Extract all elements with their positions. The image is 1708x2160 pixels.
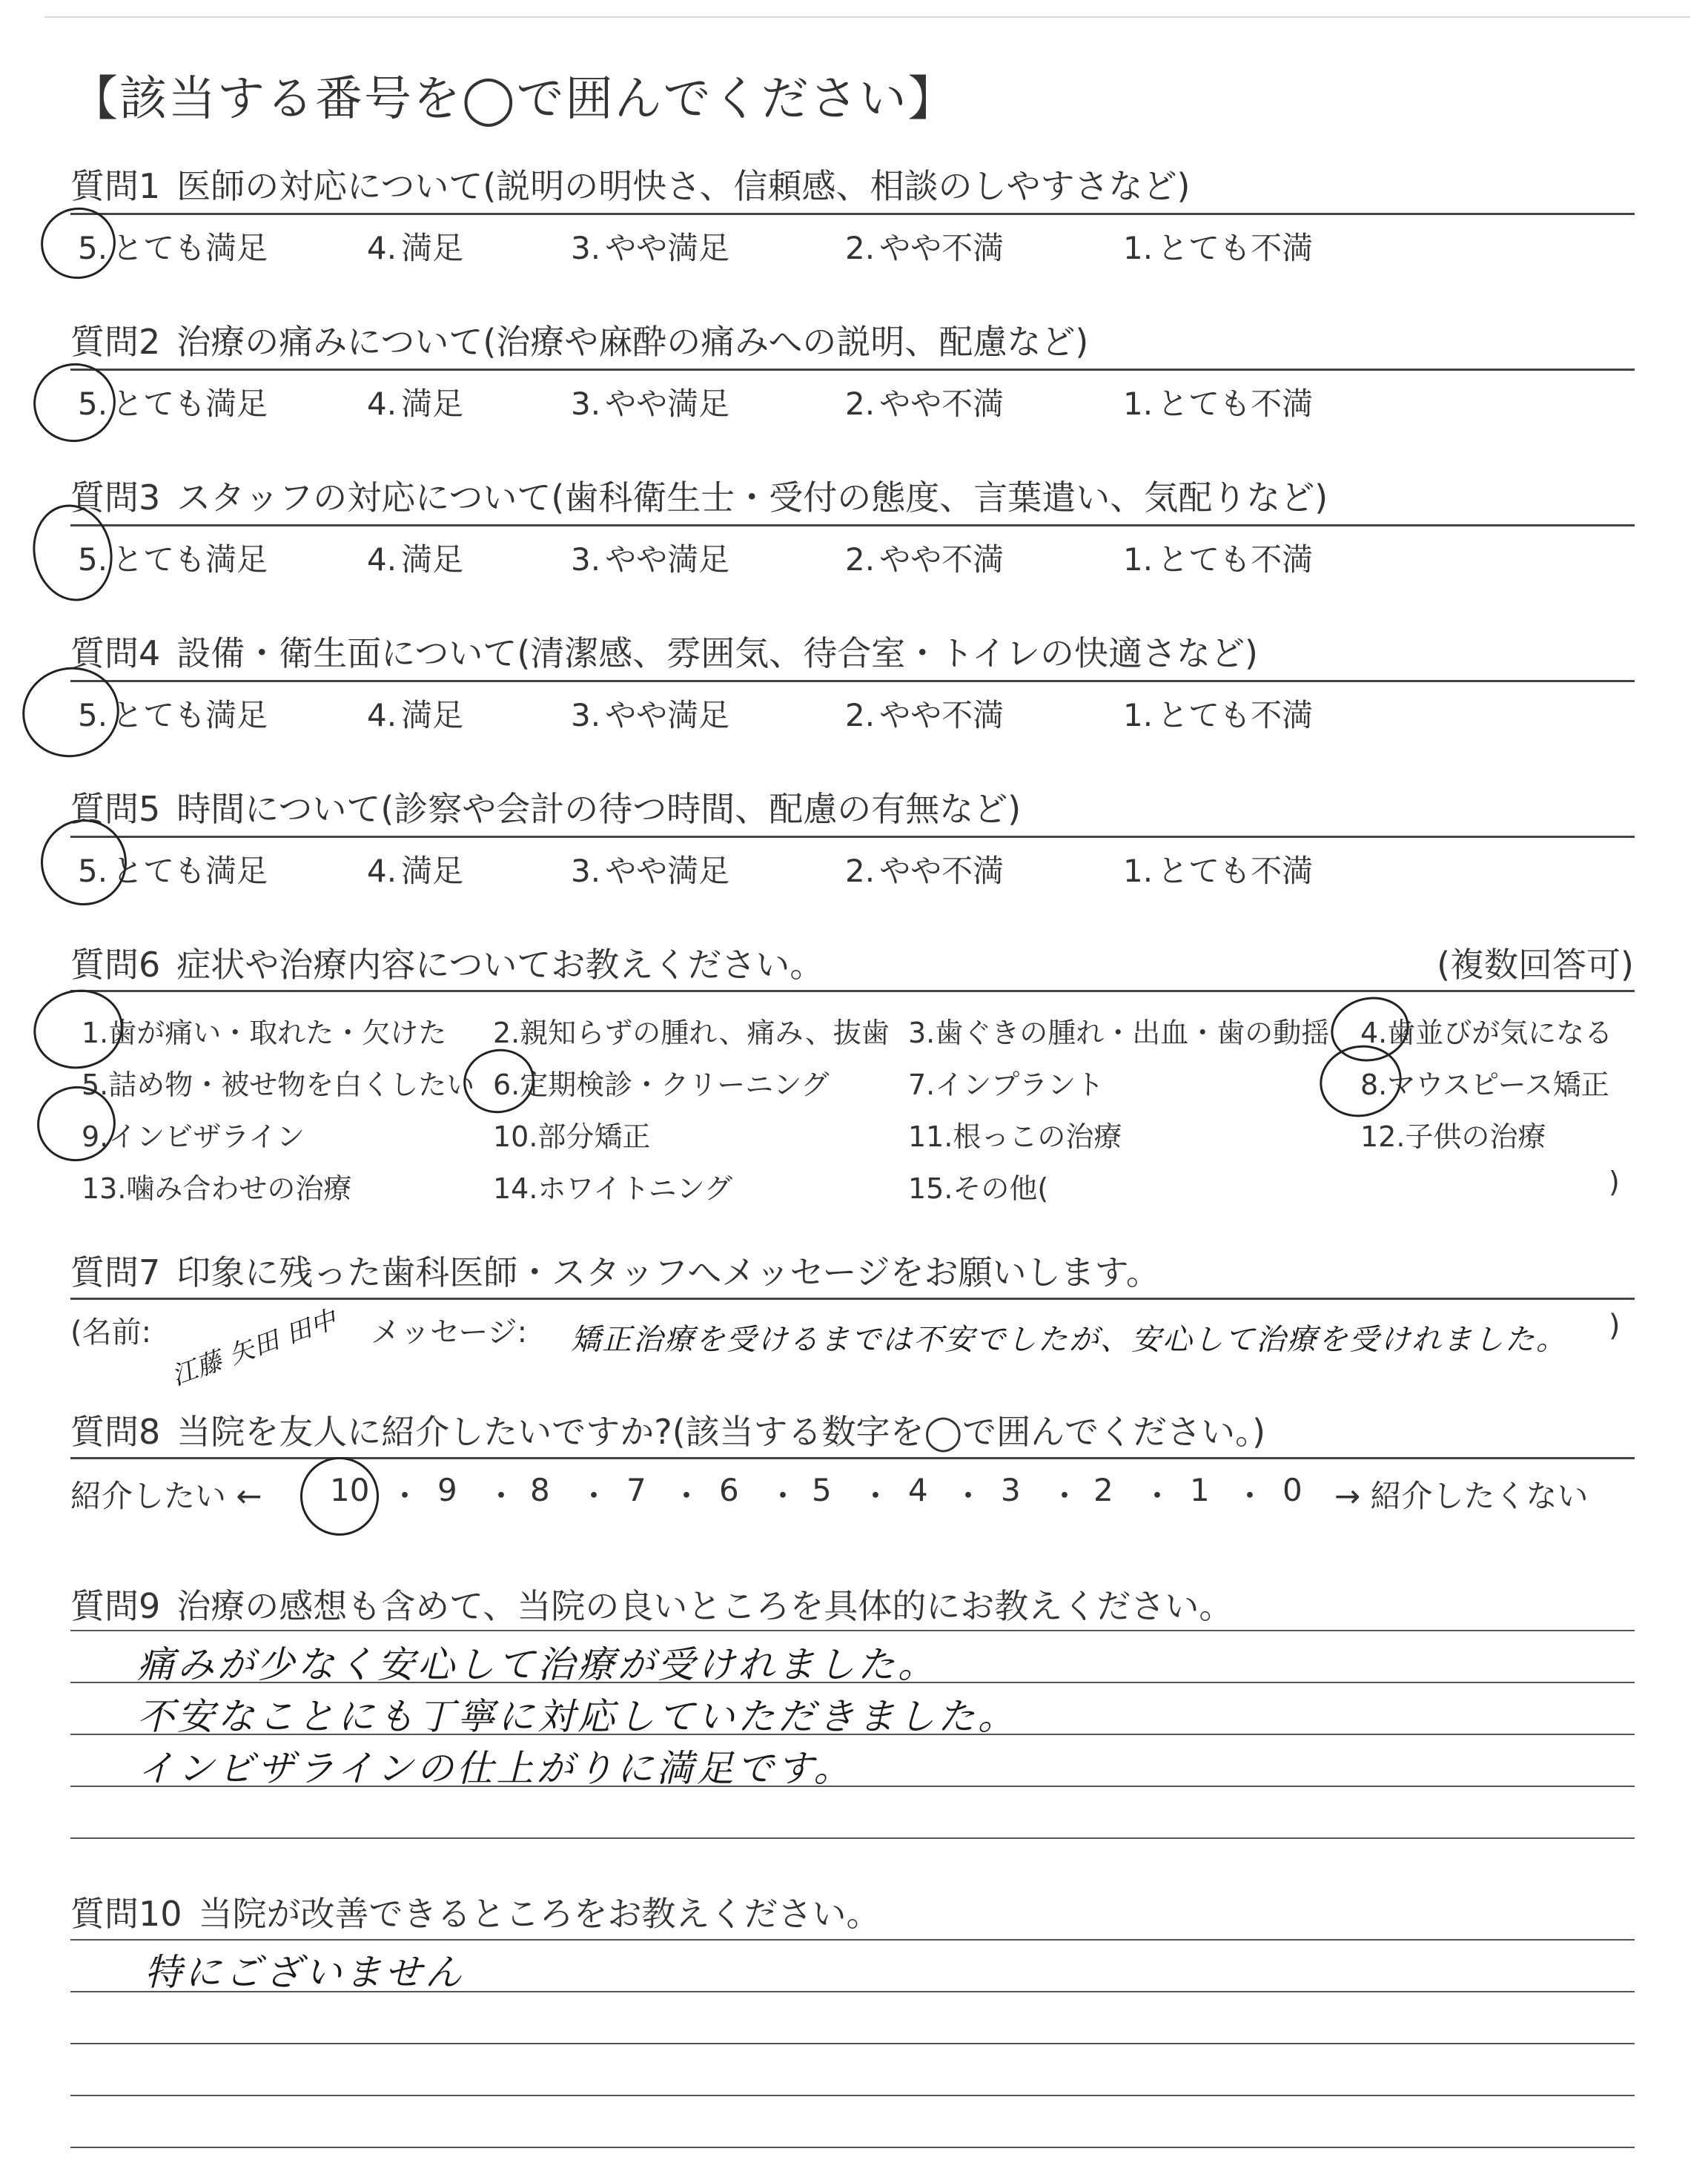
scale-dot: ・ bbox=[671, 1478, 703, 1514]
question-6 bbox=[70, 938, 824, 987]
option-3[interactable]: 3. やや満足 bbox=[571, 541, 730, 578]
scale-0[interactable]: 0 bbox=[1282, 1472, 1302, 1508]
option-4[interactable]: 4. 満足 bbox=[367, 386, 464, 422]
option-4[interactable]: 4. 満足 bbox=[367, 230, 464, 266]
option-2[interactable]: 2. やや不満 bbox=[845, 230, 1004, 266]
rule bbox=[70, 1837, 1635, 1839]
option-4[interactable]: 4. 満足 bbox=[367, 853, 464, 889]
scale-7[interactable]: 7 bbox=[626, 1472, 646, 1508]
scale-dot: ・ bbox=[1142, 1478, 1174, 1514]
question-label: 質問4 bbox=[70, 633, 161, 673]
option-4[interactable]: 4. 満足 bbox=[367, 541, 464, 578]
rule bbox=[70, 2043, 1635, 2044]
question-text: 治療の痛みについて(治療や麻酔の痛みへの説明、配慮など) bbox=[176, 322, 1089, 362]
scale-dot: ・ bbox=[860, 1478, 892, 1514]
rule bbox=[70, 1298, 1635, 1300]
rule bbox=[70, 1457, 1635, 1459]
option-5[interactable]: 5. とても満足 bbox=[78, 697, 268, 733]
option-5[interactable]: 5. とても満足 bbox=[78, 386, 268, 422]
question-text: 当院を友人に紹介したいですか?(該当する数字を◯で囲んでください。) bbox=[176, 1412, 1266, 1452]
rule bbox=[70, 680, 1635, 682]
question-text: 当院が改善できるところをお教えください。 bbox=[198, 1894, 881, 1934]
option-2[interactable]: 2. やや不満 bbox=[845, 386, 1004, 422]
multiple-answer-note: (複数回答可) bbox=[1437, 945, 1634, 985]
q6-item-11[interactable]: 11.根っこの治療 bbox=[908, 1120, 1122, 1153]
scale-6[interactable]: 6 bbox=[719, 1472, 739, 1508]
handwritten-answer-line: 痛みが少なく安心して治療が受けれました。 bbox=[137, 1643, 938, 1686]
handwritten-message: 矯正治療を受けるまでは不安でしたが、安心して治療を受けれました。 bbox=[571, 1323, 1567, 1357]
message-close-paren: ) bbox=[1609, 1309, 1621, 1343]
q6-item-12[interactable]: 12.子供の治療 bbox=[1360, 1120, 1546, 1153]
option-1[interactable]: 1. とても不満 bbox=[1123, 697, 1314, 733]
question-5 bbox=[70, 782, 1021, 831]
q6-item-9[interactable]: 9.インビザライン bbox=[82, 1120, 305, 1153]
name-label: (名前: bbox=[70, 1315, 152, 1350]
scale-9[interactable]: 9 bbox=[437, 1472, 457, 1508]
rule bbox=[70, 2095, 1635, 2096]
scale-dot: ・ bbox=[578, 1478, 610, 1514]
rule bbox=[70, 836, 1635, 838]
handwritten-answer-line: インビザラインの仕上がりに満足です。 bbox=[137, 1747, 854, 1790]
question-text: 医師の対応について(説明の明快さ、信頼感、相談のしやすさなど) bbox=[176, 166, 1191, 206]
q6-item-15[interactable]: 15.その他( bbox=[908, 1172, 1049, 1205]
q6-item-13[interactable]: 13.噛み合わせの治療 bbox=[82, 1172, 352, 1205]
question-label: 質問8 bbox=[70, 1412, 161, 1452]
question-4 bbox=[70, 627, 1258, 676]
scale-3[interactable]: 3 bbox=[1001, 1472, 1021, 1508]
scale-left-label: 紹介したい ← bbox=[70, 1478, 262, 1514]
question-10 bbox=[70, 1887, 881, 1936]
q6-item-5[interactable]: 5.詰め物・被せ物を白くしたい bbox=[82, 1069, 475, 1101]
option-3[interactable]: 3. やや満足 bbox=[571, 386, 730, 422]
question-8 bbox=[70, 1405, 1265, 1454]
option-3[interactable]: 3. やや満足 bbox=[571, 697, 730, 733]
scale-dot: ・ bbox=[1234, 1478, 1266, 1514]
question-label: 質問1 bbox=[70, 166, 161, 206]
question-9 bbox=[70, 1579, 1233, 1628]
option-5[interactable]: 5. とても満足 bbox=[78, 853, 268, 889]
question-text: 治療の感想も含めて、当院の良いところを具体的にお教えください。 bbox=[176, 1586, 1234, 1626]
option-5[interactable]: 5. とても満足 bbox=[78, 230, 268, 266]
question-2 bbox=[70, 315, 1088, 364]
q6-item-1[interactable]: 1.歯が痛い・取れた・欠けた bbox=[82, 1017, 447, 1049]
question-1 bbox=[70, 159, 1190, 208]
q6-item-14[interactable]: 14.ホワイトニング bbox=[493, 1172, 733, 1205]
scale-1[interactable]: 1 bbox=[1190, 1472, 1210, 1508]
rule bbox=[70, 1939, 1635, 1941]
message-label: メッセージ: bbox=[371, 1315, 528, 1350]
scale-10[interactable]: 10 bbox=[330, 1472, 370, 1508]
question-label: 質問3 bbox=[70, 478, 161, 518]
q6-item-7[interactable]: 7.インプラント bbox=[908, 1069, 1105, 1101]
option-1[interactable]: 1. とても不満 bbox=[1123, 541, 1314, 578]
scale-dot: ・ bbox=[1049, 1478, 1081, 1514]
scale-dot: ・ bbox=[767, 1478, 799, 1514]
scale-dot: ・ bbox=[486, 1478, 517, 1514]
answer-circle bbox=[293, 1450, 386, 1543]
question-text: 印象に残った歯科医師・スタッフへメッセージをお願いします。 bbox=[176, 1252, 1160, 1292]
scale-8[interactable]: 8 bbox=[530, 1472, 550, 1508]
question-text: 時間について(診察や会計の待つ時間、配慮の有無など) bbox=[176, 789, 1022, 829]
question-3 bbox=[70, 471, 1328, 520]
question-text: 設備・衛生面について(清潔感、雰囲気、待合室・トイレの快適さなど) bbox=[176, 633, 1258, 673]
page-title: 【該当する番号を◯で囲んでください】 bbox=[70, 72, 957, 127]
q6-item-3[interactable]: 3.歯ぐきの腫れ・出血・歯の動揺 bbox=[908, 1017, 1330, 1049]
q6-item-2[interactable]: 2.親知らずの腫れ、痛み、抜歯 bbox=[493, 1017, 890, 1049]
rule bbox=[70, 990, 1635, 992]
q6-item-6[interactable]: 6.定期検診・クリーニング bbox=[493, 1069, 830, 1101]
option-2[interactable]: 2. やや不満 bbox=[845, 541, 1004, 578]
scale-5[interactable]: 5 bbox=[812, 1472, 832, 1508]
answer-circle bbox=[457, 1043, 540, 1120]
question-text: 症状や治療内容についてお教えください。 bbox=[176, 945, 824, 985]
scale-dot: ・ bbox=[389, 1478, 421, 1514]
q6-item-10[interactable]: 10.部分矯正 bbox=[493, 1120, 651, 1153]
question-label: 質問9 bbox=[70, 1586, 161, 1626]
question-label: 質問6 bbox=[70, 945, 161, 985]
top-border bbox=[44, 16, 1690, 18]
option-2[interactable]: 2. やや不満 bbox=[845, 853, 1004, 889]
option-4[interactable]: 4. 満足 bbox=[367, 697, 464, 733]
option-3[interactable]: 3. やや満足 bbox=[571, 853, 730, 889]
q6-item-8[interactable]: 8.マウスピース矯正 bbox=[1360, 1069, 1609, 1101]
q6-item-4[interactable]: 4.歯並びが気になる bbox=[1360, 1017, 1613, 1049]
option-1[interactable]: 1. とても不満 bbox=[1123, 853, 1314, 889]
option-1[interactable]: 1. とても不満 bbox=[1123, 386, 1314, 422]
option-2[interactable]: 2. やや不満 bbox=[845, 697, 1004, 733]
option-1[interactable]: 1. とても不満 bbox=[1123, 230, 1314, 266]
question-label: 質問2 bbox=[70, 322, 161, 362]
rule bbox=[70, 369, 1635, 371]
rule bbox=[70, 524, 1635, 526]
option-3[interactable]: 3. やや満足 bbox=[571, 230, 730, 266]
question-text: スタッフの対応について(歯科衛生士・受付の態度、言葉遣い、気配りなど) bbox=[176, 478, 1328, 518]
question-label: 質問5 bbox=[70, 789, 161, 829]
question-7 bbox=[70, 1246, 1160, 1295]
question-label: 質問7 bbox=[70, 1252, 161, 1292]
scale-2[interactable]: 2 bbox=[1093, 1472, 1113, 1508]
scale-4[interactable]: 4 bbox=[908, 1472, 928, 1508]
question-label: 質問10 bbox=[70, 1894, 182, 1934]
scale-dot: ・ bbox=[953, 1478, 984, 1514]
q6-other-close-paren: ) bbox=[1609, 1166, 1620, 1198]
handwritten-answer-line: 特にございません bbox=[145, 1951, 465, 1994]
option-5[interactable]: 5. とても満足 bbox=[78, 541, 268, 578]
handwritten-answer-line: 不安なことにも丁寧に対応していただきました。 bbox=[137, 1695, 1018, 1738]
scale-right-label: → 紹介したくない bbox=[1334, 1478, 1589, 1514]
rule bbox=[70, 213, 1635, 215]
rule bbox=[70, 1630, 1635, 1631]
handwritten-name: 江藤 矢田 田中 bbox=[168, 1304, 341, 1392]
rule bbox=[70, 2147, 1635, 2148]
